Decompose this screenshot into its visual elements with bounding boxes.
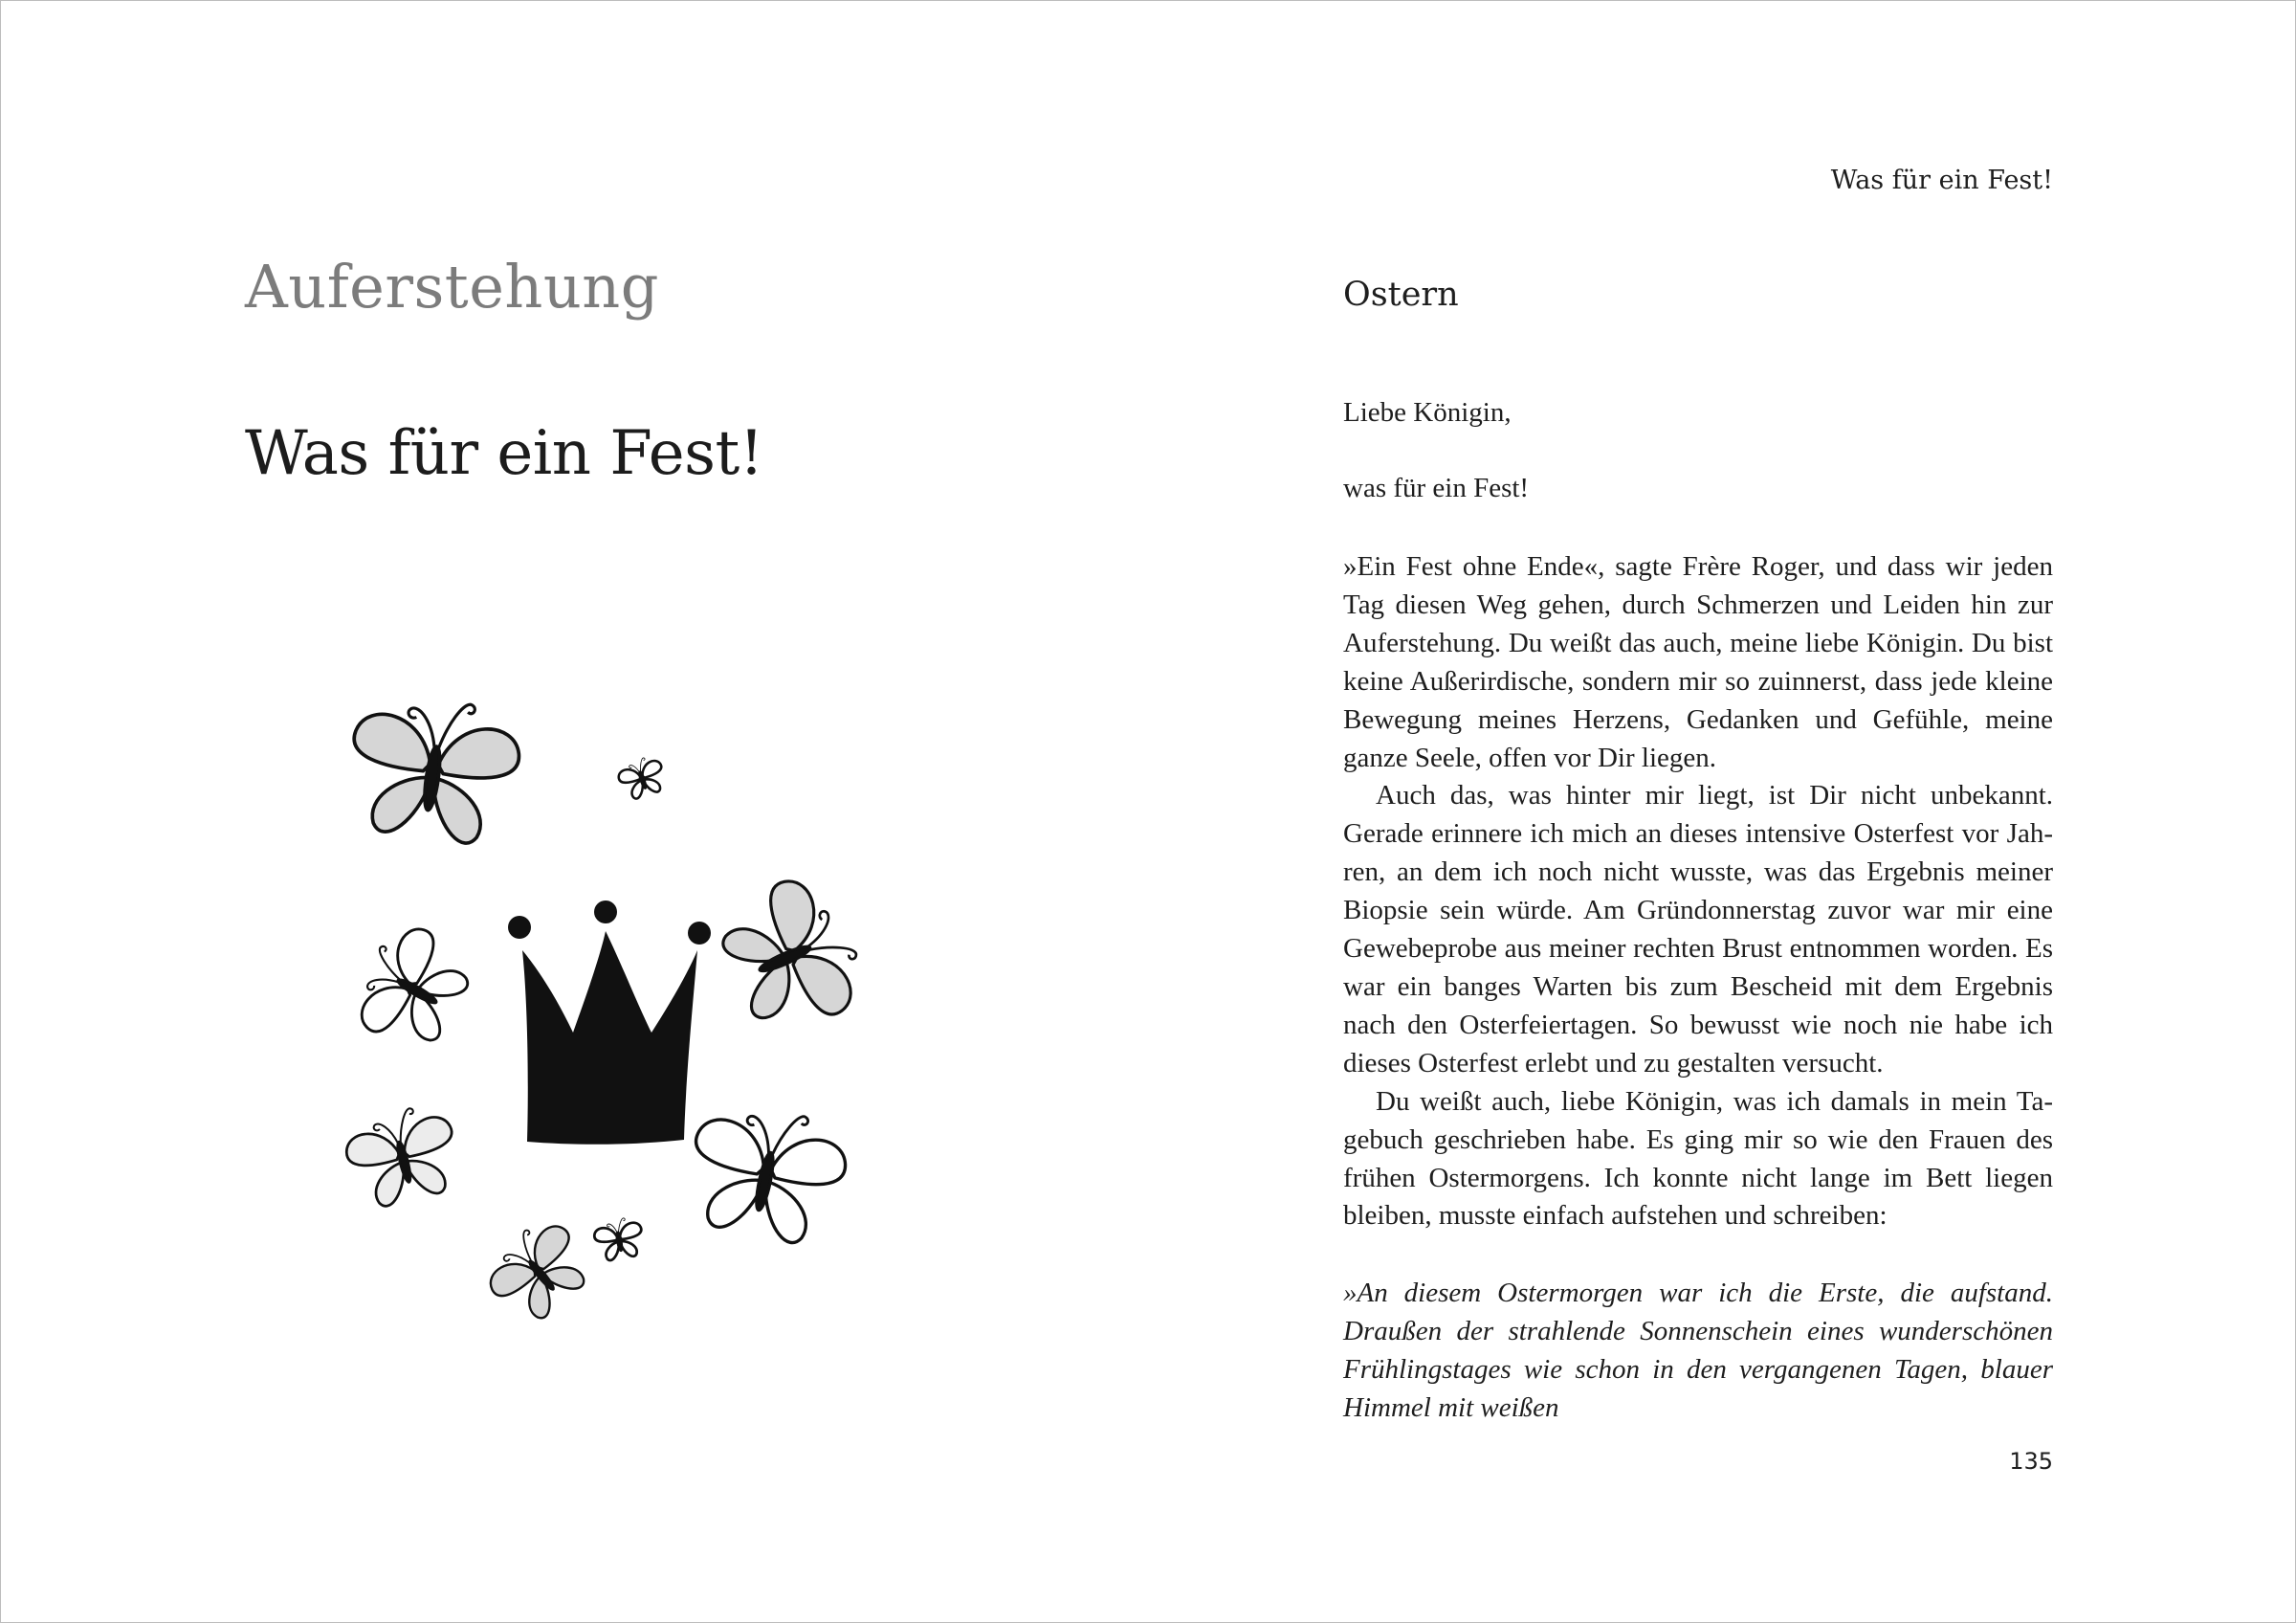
- paragraph: Auch das, was hinter mir liegt, ist Dir nicht unbekannt. Gerade erinnere ich mich an dieses intensive Osterfest vor Jahren, an dem ich noch nicht wusste, was das Ergebnis meiner Biopsie sein würde. Am Gründonnerstag zuvor war mir eine Gewebeprobe aus meiner rechten Brust entnommen worden. Es war ein banges Warten bis zum Bescheid mit dem Ergebnis nach den Osterfeiertagen. So bewusst wie noch nie habe ich dieses Osterfest erlebt und zu gestalten versucht.: [1343, 780, 2053, 1078]
- page-number: 135: [2009, 1448, 2053, 1475]
- paragraph: Du weißt auch, liebe Königin, was ich damals in mein Tagebuch geschrieben habe. Es ging mir so wie den Frauen des frühen Ostermorgens. Ich konnte nicht lange im Bett liegen bleiben, musste einfach aufstehen und schreiben:: [1343, 1085, 2053, 1232]
- butterfly-icon: [340, 1100, 466, 1212]
- running-head: Was für ein Fest!: [1830, 166, 2053, 195]
- butterfly-icon: [615, 753, 669, 802]
- letter-body: [1343, 548, 2053, 1235]
- butterfly-icon: [476, 1211, 600, 1332]
- quote-text: »An diesem Ostermorgen war ich die Erste, die aufstand. Draußen der strahlende Sonnenschein eines wunderschönen Frühlingstages wie schon in den vergangenen Tagen, blauer Himmel mit weißen: [1343, 1278, 2053, 1423]
- crown-icon: [506, 900, 711, 1145]
- salutation: Liebe Königin,: [1343, 397, 1512, 428]
- right-page: [1148, 1, 2295, 1622]
- butterfly-icon: [679, 1096, 854, 1251]
- opening-line: was für ein Fest!: [1343, 473, 1530, 503]
- paragraph: »Ein Fest ohne Ende«, sagte Frère Roger, und dass wir jeden Tag diesen Weg gehen, durch Schmerzen und Leiden hin zur Auferstehung. Du weißt das auch, meine liebe Königin. Du bist keine Außerirdische, sondern mir so zuinnerst, dass jede kleine Bewegung meines Herzens, Gedanken und Gefühle, meine ganze Seele, offen vor Dir liegen.: [1343, 551, 2053, 773]
- chapter-title: Was für ein Fest!: [245, 418, 763, 489]
- crown-butterflies-illustration: [317, 671, 910, 1360]
- diary-quote: [1343, 1275, 2053, 1428]
- section-title: Auferstehung: [245, 252, 659, 322]
- butterfly-icon: [709, 866, 874, 1044]
- butterfly-icon: [342, 915, 481, 1060]
- butterfly-icon: [342, 689, 525, 849]
- butterfly-icon: [592, 1215, 646, 1262]
- left-page: [1, 1, 1148, 1622]
- letter-title: Ostern: [1343, 276, 1459, 314]
